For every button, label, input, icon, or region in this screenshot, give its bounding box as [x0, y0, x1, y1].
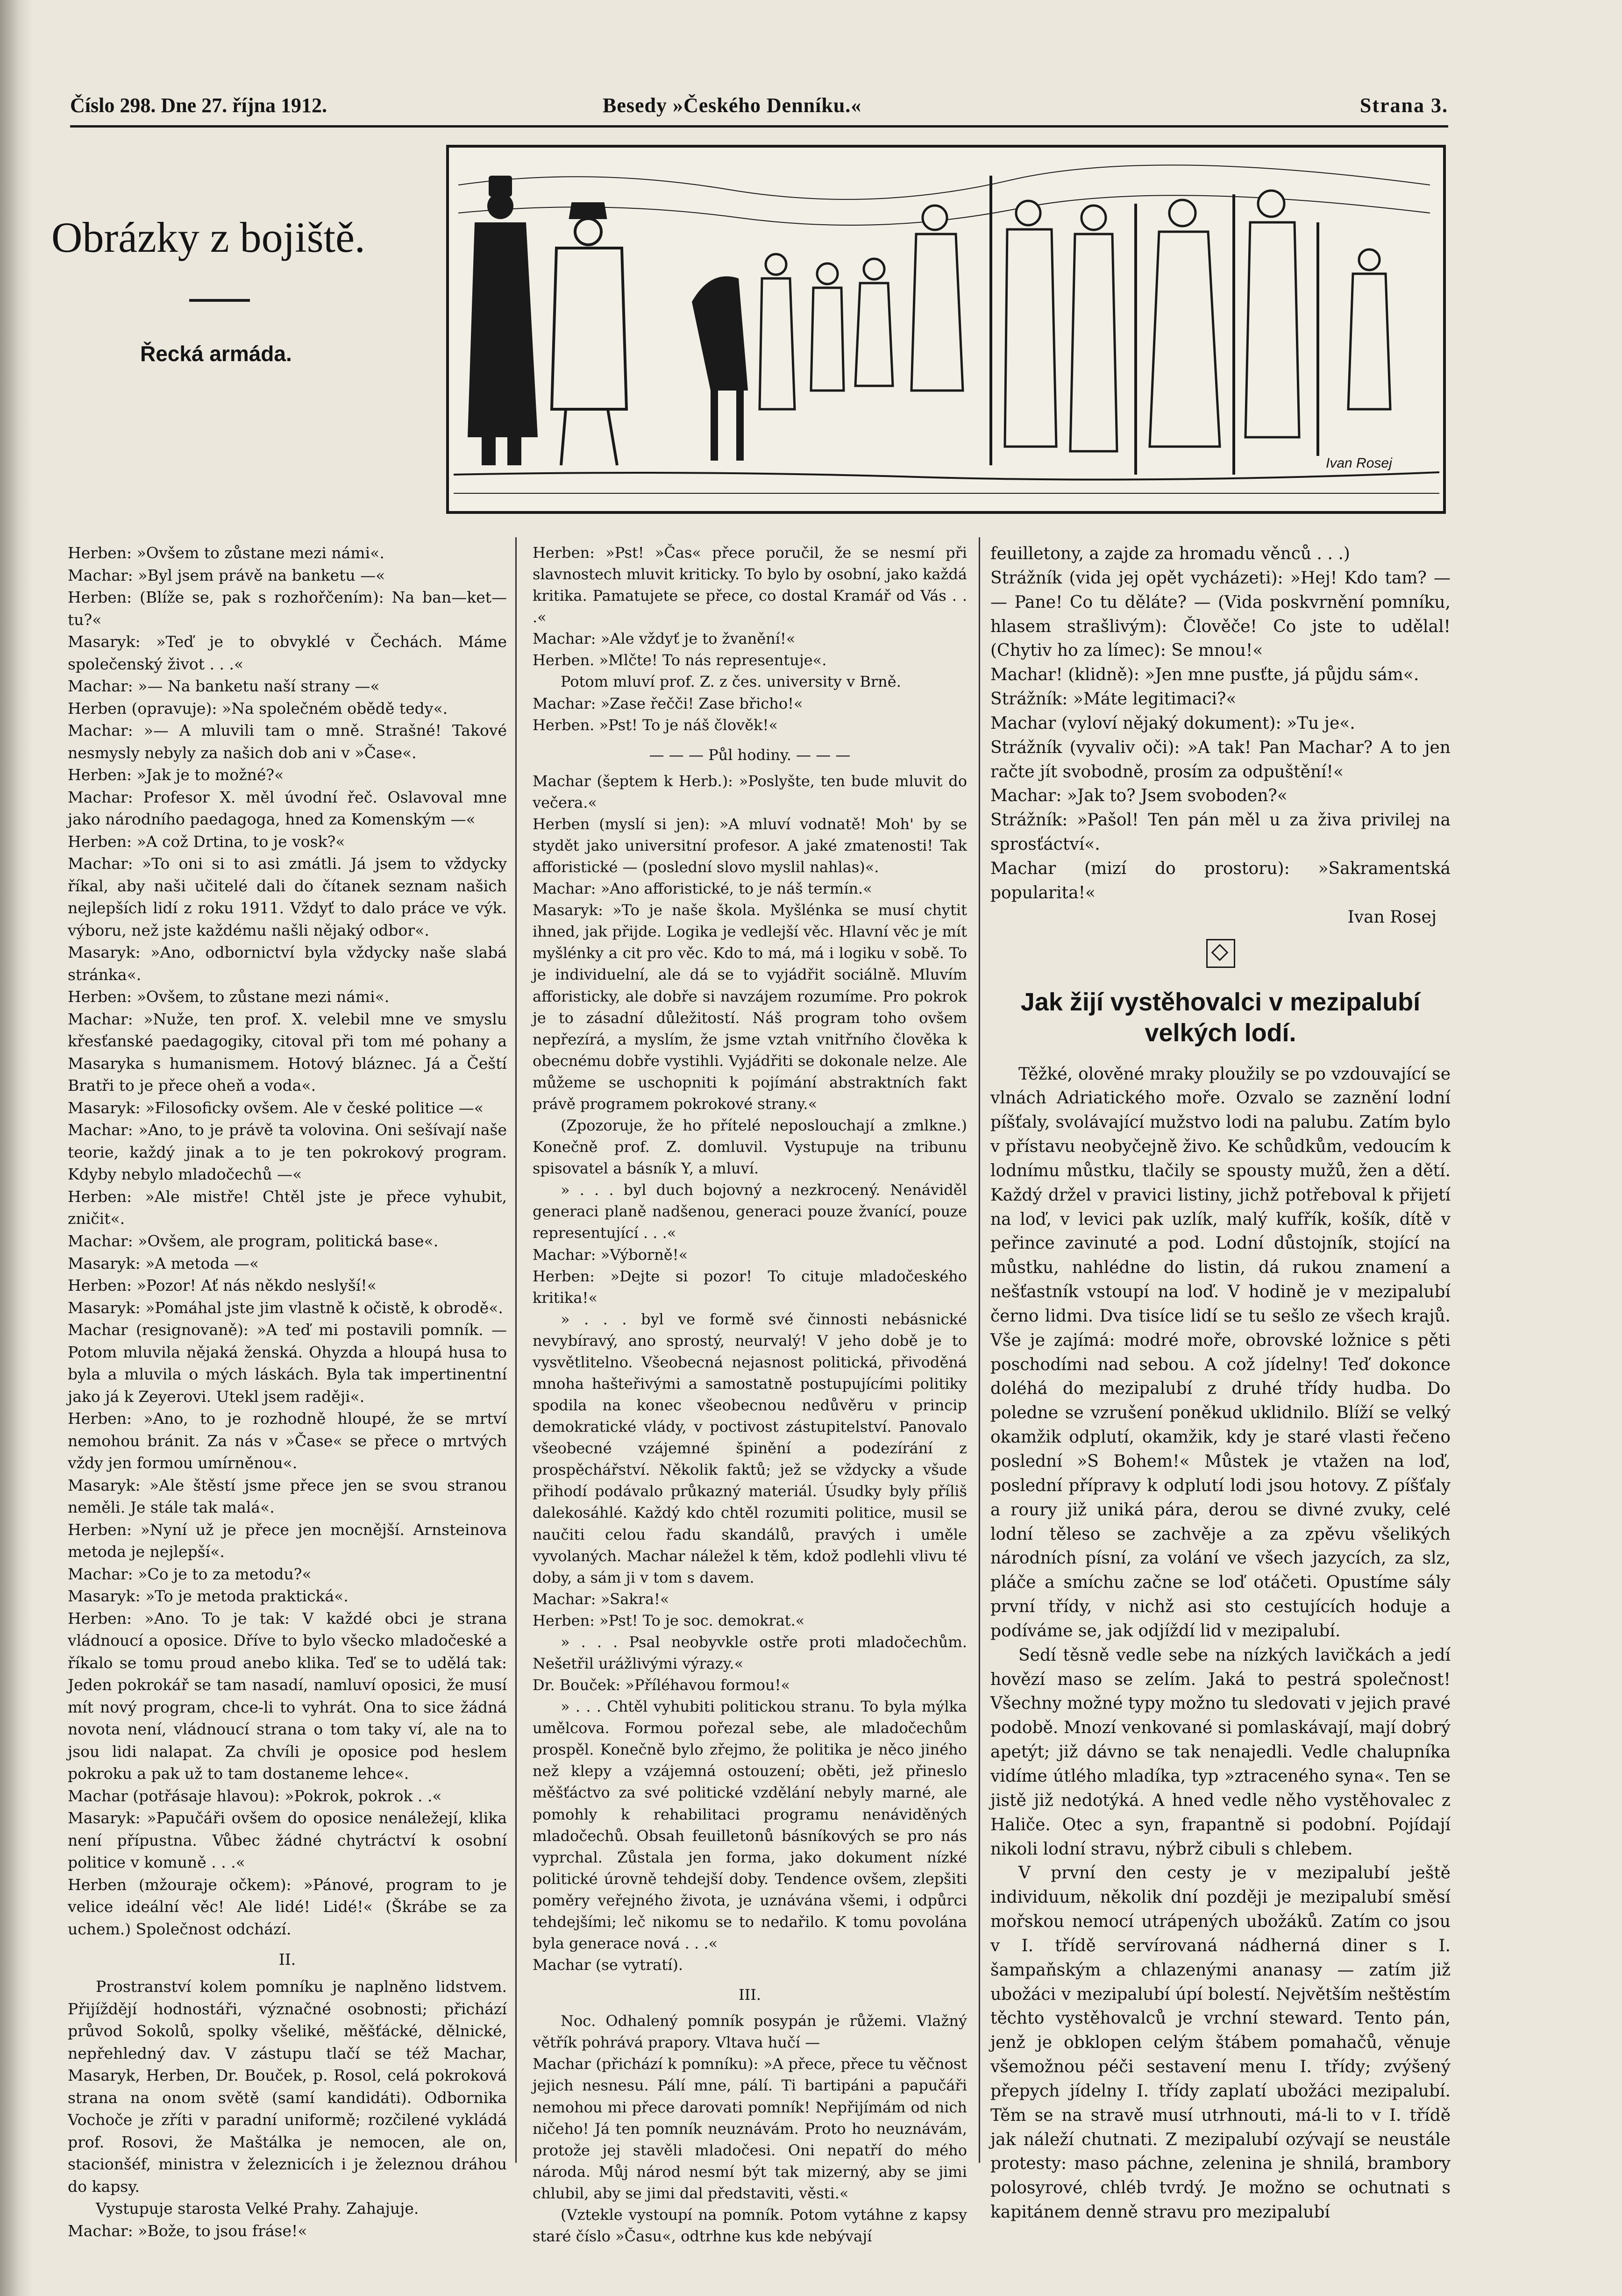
dialogue-line: Masaryk: »Ale štěstí jsme přece jen se svou stranou neměli. Je stále tak malá«. [68, 1476, 507, 1517]
dialogue-line: Strážník: »Pašol! Ten pán měl u za živa privilej na sprosťáctví«. [990, 810, 1451, 854]
dialogue-line: Machar (vyloví nějaký dokument): »Tu je«. [990, 713, 1355, 733]
dialogue-line: Machar: »Nuže, ten prof. X. velebil mne ve smyslu křesťanské paedagogiky, citoval při tom mé pohany a Masaryka s humanismem. Hotový bláznec. Já a Čeští Bratři to je přece oheň a voda«. [68, 1009, 507, 1095]
dialogue-line: Herben: »Pst! To je soc. demokrat.« [533, 1611, 805, 1629]
dialogue-line: Machar! (klidně): »Jen mne pusťte, já půjdu sám«. [990, 665, 1419, 685]
article-subtitle: Řecká armáda. [140, 341, 292, 366]
dialogue-line: Herben (opravuje): »Na společném obědě tedy«. [68, 699, 448, 718]
paragraph: » . . . Chtěl vyhubiti politickou stranu. To byla mýlka umělcova. Formou pořezal sebe, ale mladočechům prospěl. Konečně bylo zřejmo, že politika je něco jiného než klepy a vzájemná ostouzení; oběti, jež přineslo měšťáctvo za své politické vzdělání nebyly marné, ale pomohly k rehabilitaci programu nenáviděných mladočechů. Obsah feuilletonů básníkových se pro nás vyprchal. Zůstala jen forma, jako dokument nízké politické úrovně tehdejší doby. Tendence ovšem, zlepšiti poměry veřejného života, je uznávána všemi, i odpůrci tehdejšími; leč nikomu se to nedařilo. K tomu povolána byla generace nová . . .« [533, 1698, 967, 1952]
dialogue-line: Masaryk: »To je metoda praktická«. [68, 1587, 349, 1606]
scan-edge-shadow [0, 0, 33, 2296]
column-1 [68, 542, 507, 2242]
interlude: — — — Půl hodiny. — — — [649, 746, 851, 764]
dialogue-line: Masaryk: »A metoda —« [68, 1254, 259, 1272]
dialogue-line: Herben: »Ano. To je tak: V každé obci je strana vládnoucí a oposice. Dříve to bylo všecko mladočeské a říkalo se tomu proud anebo klika. Teď se to udělá tak: Jeden pokrokář se tam nasadí, namluví oposici, že musí mít nový program, chce-li to vyhrát. Ona to sice žádná novota není, vládnoucí strana o tom taky ví, ale na to jsou lidi nalapat. Za chvíli je oposice pod heslem pokroku a pak už to tam dostaneme lehce«. [68, 1609, 507, 1783]
dialogue-line: Machar (se vytratí). [533, 1956, 683, 1974]
dialogue-line: Masaryk: »To je naše škola. Myšlénka se musí chytit ihned, jak přijde. Logika je vedlejší věc. Hlavní věc je mít myšlénky a cit pro věc. Kdo to má, má i logiku v sobě. To je individuelní, ale dá se to vyjádřit sociálně. Mluvím afforisticky, ale dobře si navzájem rozumíme. Pro pokrok je to zásadní důležitostí. Náš program toho ovšem nepřezírá, a myslím, že jsme vztah vnitřního člověka k obecnému dobře vystihli. Vyjádřiti se dokonale nelze. Ale můžeme se uschopniti k pojímání abstraktních fakt právě programem pokrokové strany.« [533, 901, 967, 1113]
issue-date: Číslo 298. Dne 27. října 1912. [70, 94, 327, 117]
dialogue-line: Machar: »— A mluvili tam o mně. Strašné! Takové nesmysly nebyly za našich dob ani v »Čase«. [68, 721, 507, 762]
paragraph: Těžké, olověné mraky ploužily se po vzdouvající se vlnách Adriatického moře. Ozvalo se zaznění lodní píšťaly, svolávající mužstvo lodi na palubu. Zatím bylo v přístavu neobyčejně živo. Ke schůdkům, vedoucím k lodnímu můstku, tlačily se spousty mužů, žen a dětí. Každý držel v pravici listiny, jichž potřeboval k přijetí na loď, v levici pak uzlík, malý kufřík, košík, dítě v peřince zavinuté a pod. Lodní důstojník, stojící na můstku, nahlédne do listin, dá rukou znamení a nešťastník vstoupí na loď. V hodině je v mezipalubí černo lidmi. Dva tisíce lidí se tu sešlo ze všech krajů. Vše je zajímá: modré moře, obrovské ložnice s pěti poschodími nad sebou. A což jídelny! Teď dokonce doléhá do mezipalubí z druhé třídy hudba. Do poledne se vzrušení poněkud uklidnilo. Blíží se velký okamžik odplutí, okamžik, kdy je staré vlasti řečeno poslední »S Bohem!« Můstek je vtažen na loď, poslední přípravy k odplutí lodi jsou hotovy. Z píšťaly a roury již uniká pára, derou se divné zvuky, celé lodní těleso se zachvěje a za zpěvu všelikých národních písní, za volání ve všech jazycích, za slz, pláče a smíchu začne se loď otáčeti. Opustíme sály první třídy, v nichž asi sto cestujících hoduje a podíváme se, jak odjíždí lid v mezipalubí. [990, 1064, 1451, 1641]
dialogue-line: Herben: »Nyní už je přece jen mocnější. Arnsteinova metoda je nejlepší«. [68, 1520, 507, 1561]
dialogue-line: Machar: »Byl jsem právě na banketu —« [68, 566, 385, 584]
dialogue-line: Masaryk: »Papučáři ovšem do oposice nenáležejí, klika není přípustna. Vůbec žádné chytráctví k osobní politice v komuně . . .« [68, 1809, 507, 1872]
illustrator-signature: Ivan Rosej [1326, 455, 1392, 471]
dialogue-line: Machar: »Zase řečči! Zase břicho!« [533, 694, 803, 712]
section-heading: III. [738, 1986, 761, 2004]
dialogue-line: Machar: »Sakra!« [533, 1590, 669, 1608]
dialogue-line: Machar (přichází k pomníku): »A přece, přece tu věčnost jejich nesnesu. Pálí mne, pálí. Ti bartipáni a papučáři nemohou mi přece darovati pomník! Nepřijímám od nich ničeho! Já ten pomník neuznávám. Proto ho neuznávám, protože jej stavěli mladočesi. Oni nepatří do mého národa. Můj národ nesmí být tak mizerný, aby se jimi chlubil, aby se jimi dal představiti, věsti.« [533, 2055, 967, 2202]
page-header [70, 93, 1448, 121]
paragraph: Vystupuje starosta Velké Prahy. Zahajuje. [96, 2199, 419, 2218]
paragraph: Noc. Odhalený pomník posypán je růžemi. Vlažný větřík pohrává prapory. Vltava hučí — [533, 2012, 967, 2052]
illustration-drawing [449, 148, 1443, 511]
dialogue-line: Masaryk: »Ano, odbornictví byla vždycky naše slabá stránka«. [68, 943, 507, 984]
dialogue-line: Herben: »Ale mistře! Chtěl jste je přece vyhubit, zničit«. [68, 1187, 507, 1228]
article-2-title: Jak žijí vystěhovalci v mezipalubí velkých lodí. [1020, 988, 1421, 1047]
ornament-icon [1206, 939, 1235, 968]
paragraph: (Vztekle vystoupí na pomník. Potom vytáhne z kapsy staré číslo »Času«, odtrhne kus kde nebývají [533, 2205, 967, 2246]
dialogue-line: Masaryk: »Pomáhal jste jim vlastně k očistě, k obrodě«. [68, 1298, 503, 1317]
dialogue-line: Machar: »Ale vždyť je to žvanění!« [533, 630, 796, 648]
publication-name: Besedy »Českého Denníku.« [603, 94, 862, 117]
paragraph: V první den cesty je v mezipalubí ještě individuum, několik dní později je mezipalubí směsí mořskou nemocí utrápených ubožáků. Zatím co jsou v I. třídě servírovaná nádherná diner s I. šampaňským a chlazenými ananasy — zatím již ubožáci v mezipalubí úpí bolestí. Největším neštěstím těchto vystěhovalců je vrchní steward. Tento pán, jenž je obklopen celým štábem pomahačů, věnuje všemožnou péči sestavení menu I. třídy; zvýšený přepych jídelny I. třídy zaplatí ubožáci mezipalubí. Těm se na stravě musí utrhnouti, má-li to v I. třídě jak náleží chutnati. Z mezipalubí ozývají se neustále protesty: maso páchne, zelenina je shnilá, brambory polosyrové, chléb tvrdý. Je možno se ochutnati s kapitánem denně stravu pro mezipalubí [990, 1863, 1451, 2222]
dialogue-line: Dr. Bouček: »Příléhavou formou!« [533, 1676, 790, 1694]
dialogue-line: Herben: »Pozor! Ať nás někdo neslyší!« [68, 1276, 377, 1295]
dialogue-line: Machar (resignovaně): »A teď mi postavili pomník. — Potom mluvila nějaká ženská. Ohyzda a hloupá husa to byla a mluvila o mých láskách. Byla tak impertinentní jako já k Zeyerovi. Utekl jsem raději«. [68, 1321, 507, 1406]
dialogue-line: Machar: »Výborně!« [533, 1245, 688, 1264]
dialogue-line: Herben: »A což Drtina, to je vosk?« [68, 832, 345, 851]
author-signature: Ivan Rosej [1347, 907, 1437, 927]
dialogue-line: Machar (mizí do prostoru): »Sakramentská popularita!« [990, 859, 1451, 903]
dialogue-line: Herben: »Dejte si pozor! To cituje mladočeského kritika!« [533, 1267, 967, 1307]
dialogue-line: Machar: »Ovšem, ale program, politická base«. [68, 1231, 439, 1250]
dialogue-line: Machar: »— Na banketu naší strany —« [68, 677, 380, 696]
dialogue-line: Herben. »Mlčte! To nás representuje«. [533, 651, 827, 669]
dialogue-line: Masaryk: »Filosoficky ovšem. Ale v české politice —« [68, 1098, 484, 1117]
dialogue-line: Herben (myslí si jen): »A mluví vodnatě! Moh' by se stydět jako universitní profesor. A jaké zmatenosti! Tak afforistické — (poslední slovo myslil nahlas)«. [533, 815, 967, 876]
dialogue-line: Herben: (Blíže se, pak s rozhořčením): Na ban—ket—tu?« [68, 588, 507, 629]
dialogue-line: Strážník (vyvaliv oči): »A tak! Pan Machar? A to jen račte jít svobodně, prosím za odpuštění!« [990, 738, 1451, 782]
column-rule [979, 537, 980, 2163]
dialogue-line: Strážník (vida jej opět vycházeti): »Hej! Kdo tam? — — Pane! Co tu děláte? — (Vida poskvrnění pomníku, hlasem strašlivým): Člověče! Co jste to udělal! (Chytiv ho za límec): Se mnou!« [990, 568, 1451, 661]
dialogue-line: Machar: »Ano, to je právě ta volovina. Oni sešívají naše teorie, každý jinak a to je ten pokrokový program. Kdyby nebylo mladočechů —« [68, 1121, 507, 1184]
paragraph: » . . . byl ve formě své činnosti nebásnické nevybíravý, ano sprostý, neurvalý! V jeho době je to vysvětlitelno. Všeobecná nejasnost politická, přivoděná mnoha hašteřivými a samostatně postupujícími politiky spodila na konec všeobecnou nedůvěru v princip demokratické vlády, v poctivost zástupitelství. Panovalo všeobecné vzájemné špinění a podezírání z prospěchářství. Několik faktů; jež se vždycky a všude přihodí podávalo průkazný materiál. Úsudky byly příliš dalekosáhlé. Každý kdo chtěl rozumiti politice, musil se naučiti celou řadu skandálů, pravých i uměle vyvolaných. Machar náležel k těm, kdož podlehli vlivu té doby, a sám ji v tom s davem. [533, 1310, 967, 1586]
section-heading: II. [278, 1950, 296, 1969]
dialogue-line: Machar: Profesor X. měl úvodní řeč. Oslavoval mne jako národního paedagoga, hned za Komenským —« [68, 788, 507, 829]
title-rule [189, 299, 250, 302]
header-rule [70, 125, 1448, 128]
column-3 [990, 542, 1451, 2225]
dialogue-line: Machar: »To oni si to asi zmátli. Já jsem to vždycky říkal, aby naši učitelé dali do čítanek seznam našich nejlepších lidí z roku 1911. Vždyť to dalo práce ve výk. výboru, než jste každému našli nějaký odbor«. [68, 854, 507, 939]
dialogue-line: Machar (potřásaje hlavou): »Pokrok, pokrok . .« [68, 1786, 442, 1805]
dialogue-line: Machar: »Bože, to jsou fráse!« [68, 2221, 307, 2240]
paragraph: Prostranství kolem pomníku je naplněno lidstvem. Přijíždějí hodnostáři, význačné osobnosti; přichází průvod Sokolů, spolky všeliké, měšťácké, dělnické, nepřehledný dav. V zástupu tlačí se též Machar, Masaryk, Herben, Dr. Bouček, p. Rosol, celá pokroková strana na onom světě (samí kandidáti). Odbornika Vochoče je zříti v paradní uniformě; rozčilené vykládá prof. Rosovi, že Maštálka je nemocen, ale on, stacionšéf, ministra v železnicích i je železnou dráhou do kapsy. [68, 1977, 507, 2196]
dialogue-line: feuilletony, a zajde za hromadu věnců . . .) [990, 544, 1350, 563]
dialogue-line: Strážník: »Máte legitimaci?« [990, 690, 1237, 709]
dialogue-line: Masaryk: »Teď je to obvyklé v Čechách. Máme společenský život . . .« [68, 633, 507, 673]
paragraph: Sedí těsně vedle sebe na nízkých lavičkách a jedí hovězí maso se zelím. Jaká to pestrá společnost! Všechny možné typy možno tu sledovati v jejich pravé podobě. Mnozí venkované si pomlaskávají, mají dobrý apetýt; již dávno se tak nenajedli. Vedle chalupníka vidíme útlého mladíka, typ »ztraceného syna«. Ten se jistě již nedotýká. A hned vedle něho vystěhovalec z Haliče. Otec a syn, frapantně si podobní. Pojídají nikoli lodní stravu, nýbrž cibuli s chlebem. [990, 1645, 1451, 1859]
soldiers-illustration [446, 145, 1446, 514]
article-title: Obrázky z bojiště. [51, 213, 365, 261]
paragraph: Potom mluví prof. Z. z čes. university v Brně. [561, 673, 901, 691]
dialogue-line: Machar: »Jak to? Jsem svoboden?« [990, 786, 1288, 806]
dialogue-line: Herben (mžouraje očkem): »Pánové, program to je velice ideální věc! Ale lidé! Lidé!« (Škrábe se za uchem.) Společnost odchází. [68, 1875, 507, 1938]
dialogue-line: Machar (šeptem k Herb.): »Poslyšte, ten bude mluvit do večera.« [533, 772, 967, 811]
column-2 [533, 542, 967, 2247]
dialogue-line: Herben: »Jak je to možné?« [68, 766, 284, 784]
dialogue-line: Herben: »Pst! »Čas« přece poručil, že se nesmí při slavnostech mluvit kriticky. To bylo by osobní, jako každá kritika. Pamatujete se přece, co dostal Kramář od Vás . . .« [533, 544, 967, 626]
dialogue-line: Herben: »Ano, to je rozhodně hloupé, že se mrtví nemohou bránit. Za nás v »Čase« se přece o mrtvých vždy jen formou umírněnou«. [68, 1409, 507, 1472]
column-rule [515, 537, 517, 2163]
dialogue-line: Herben. »Pst! To je náš člověk!« [533, 716, 778, 734]
dialogue-line: Herben: »Ovšem, to zůstane mezi námi«. [68, 988, 390, 1006]
dialogue-line: Herben: »Ovšem to zůstane mezi námi«. [68, 544, 384, 562]
dialogue-line: Machar: »Ano afforistické, to je náš termín.« [533, 880, 872, 898]
page-number: Strana 3. [1359, 94, 1448, 117]
dialogue-line: Machar: »Co je to za metodu?« [68, 1564, 312, 1583]
paragraph: » . . . Psal neobyvkle ostře proti mladočechům. Nešetřil urážlivými výrazy.« [533, 1633, 967, 1672]
paragraph: » . . . byl duch bojovný a nezkrocený. Nenáviděl generaci planě nadšenou, generaci pouze žvanící, pouze representující . . .« [533, 1181, 967, 1242]
paragraph: (Zpozoruje, že ho přítelé neposlouchají a zmlkne.) Konečně prof. Z. domluvil. Vystupuje na tribunu spisovatel a básník Y, a mluví. [533, 1116, 967, 1178]
